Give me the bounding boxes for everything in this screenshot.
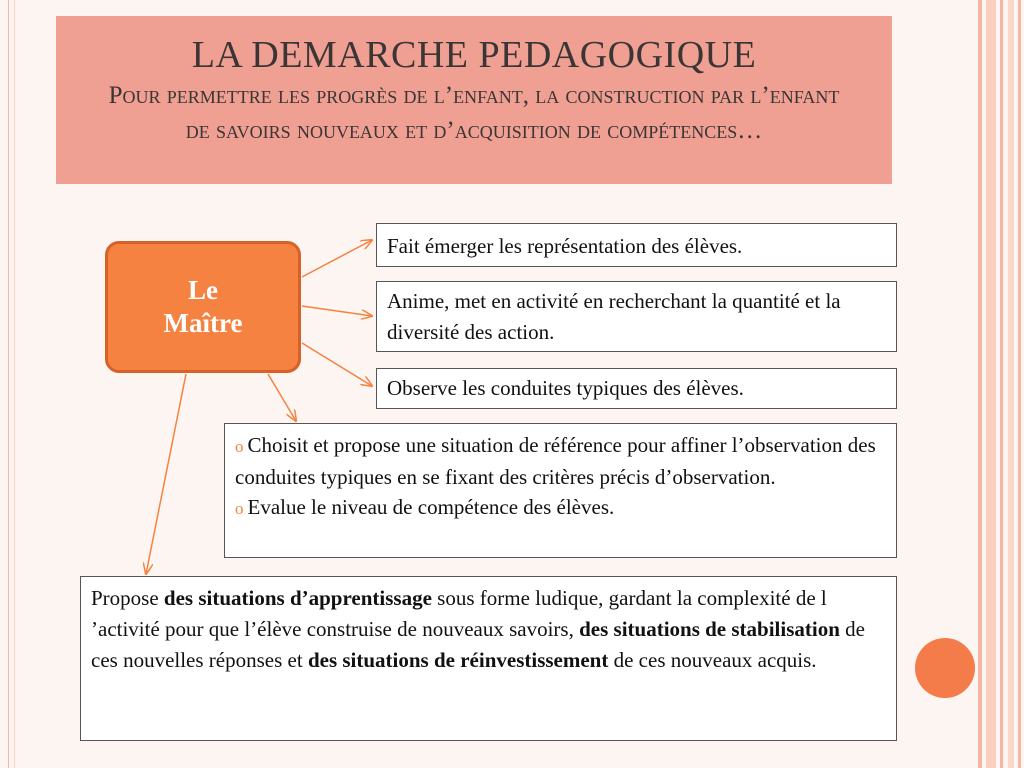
box-propose-text: de ces nouvelles réponses et [91,617,865,672]
center-node-line2: Maître [163,308,243,338]
list-item-text: Choisit et propose une situation de référence pour affiner l’observation des conduites typiques en se fixant des critères précis d’observation. [235,433,876,489]
decor-circle [915,638,975,698]
arrow-to-b4 [268,374,296,421]
bullet-icon: o [235,437,244,456]
arrow-to-b1 [302,240,372,277]
list-item-text: Evalue le niveau de compétence des élèves. [247,495,615,519]
box-propose-bold: des situations de réinvestissement [307,648,609,672]
center-node-line1: Le [188,275,218,305]
box-propose-text: sous forme ludique, gardant la complexité de l ’activité pour que l’élève construise de nouveaux savoirs, [91,586,827,641]
box-observe-text: Observe les conduites typiques des élèves. [387,376,744,400]
page-title: LA DEMARCHE PEDAGOGIQUE [191,34,757,76]
center-node-maitre [105,241,301,373]
box-observe [376,368,897,409]
box-anime [376,281,897,352]
box-propose-situations [80,576,897,741]
box-propose-bold: des situations d’apprentissage [163,586,432,610]
box-propose-text: de ces nouveaux acquis. [608,648,817,672]
arrow-to-b5 [146,374,186,574]
box-situation-reference [224,423,897,558]
page-subtitle: Pour permettre les progrès de l’enfant, la construction par l’enfant de savoirs nouveaux et d’acquisition de compétences… [108,82,840,144]
arrow-to-b2 [302,306,372,316]
box-anime-text: Anime, met en activité en recherchant la quantité et la diversité des action. [387,289,841,344]
list-item [235,430,886,492]
box-propose-text: Propose [91,586,164,610]
bullet-icon: o [235,499,244,518]
box-representations [376,223,897,267]
box-propose-bold: des situations de stabilisation [579,617,840,641]
arrow-to-b3 [302,343,372,386]
list-item [235,492,886,524]
box-representations-text: Fait émerger les représentation des élèves. [387,234,743,258]
